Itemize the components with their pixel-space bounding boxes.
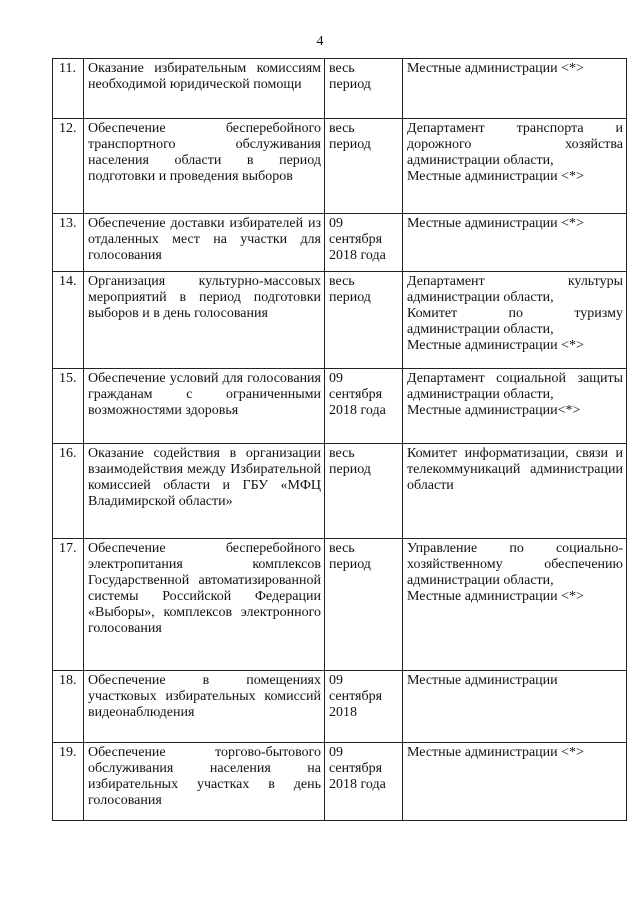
row-number: 18.: [53, 671, 84, 743]
responsible-party: Местные администрации <*>: [403, 743, 627, 821]
row-number: 12.: [53, 119, 84, 214]
row-number: 13.: [53, 214, 84, 272]
event-description: Обеспечение доставки избирателей из отдаленных мест на участки для голосования: [84, 214, 325, 272]
table-row: [53, 539, 627, 671]
row-number: 15.: [53, 369, 84, 444]
table-row: [53, 214, 627, 272]
table-row: [53, 444, 627, 539]
event-description: Оказание избирательным комиссиям необходимой юридической помощи: [84, 59, 325, 119]
event-period: весь период: [325, 539, 403, 671]
row-number: 19.: [53, 743, 84, 821]
table-row: [53, 119, 627, 214]
event-description: Обеспечение торгово-бытового обслуживания населения на избирательных участках в день голосования: [84, 743, 325, 821]
event-period: весь период: [325, 119, 403, 214]
table-row: [53, 743, 627, 821]
page-number: 4: [316, 34, 324, 49]
responsible-party: Департамент транспорта и дорожного хозяйства администрации области, Местные администрации <*>: [403, 119, 627, 214]
row-number: 16.: [53, 444, 84, 539]
responsible-party: Местные администрации <*>: [403, 59, 627, 119]
events-table: [52, 58, 627, 821]
event-period: весь период: [325, 444, 403, 539]
responsible-party: Местные администрации: [403, 671, 627, 743]
responsible-party: Управление по социально-хозяйственному обеспечению администрации области, Местные администрации <*>: [403, 539, 627, 671]
event-description: Организация культурно-массовых мероприятий в период подготовки выборов и в день голосования: [84, 272, 325, 369]
responsible-party: Департамент социальной защиты администрации области, Местные администрации<*>: [403, 369, 627, 444]
table-row: [53, 671, 627, 743]
row-number: 17.: [53, 539, 84, 671]
row-number: 11.: [53, 59, 84, 119]
table-row: [53, 272, 627, 369]
table-row: [53, 59, 627, 119]
event-description: Обеспечение бесперебойного электропитания комплексов Государственной автоматизированной системы Российской Федерации «Выборы», комплексов электронного голосования: [84, 539, 325, 671]
table-row: [53, 369, 627, 444]
event-description: Оказание содействия в организации взаимодействия между Избирательной комиссией области и ГБУ «МФЦ Владимирской области»: [84, 444, 325, 539]
event-period: весь период: [325, 59, 403, 119]
event-description: Обеспечение бесперебойного транспортного обслуживания населения области в период подготовки и проведения выборов: [84, 119, 325, 214]
event-period: 09 сентября 2018 года: [325, 369, 403, 444]
row-number: 14.: [53, 272, 84, 369]
event-period: 09 сентября 2018: [325, 671, 403, 743]
event-period: весь период: [325, 272, 403, 369]
responsible-party: Департамент культуры администрации области, Комитет по туризму администрации области, Местные администрации <*>: [403, 272, 627, 369]
responsible-party: Комитет информатизации, связи и телекоммуникаций администрации области: [403, 444, 627, 539]
responsible-party: Местные администрации <*>: [403, 214, 627, 272]
event-period: 09 сентября 2018 года: [325, 214, 403, 272]
event-description: Обеспечение условий для голосования гражданам с ограниченными возможностями здоровья: [84, 369, 325, 444]
event-description: Обеспечение в помещениях участковых избирательных комиссий видеонаблюдения: [84, 671, 325, 743]
event-period: 09 сентября 2018 года: [325, 743, 403, 821]
